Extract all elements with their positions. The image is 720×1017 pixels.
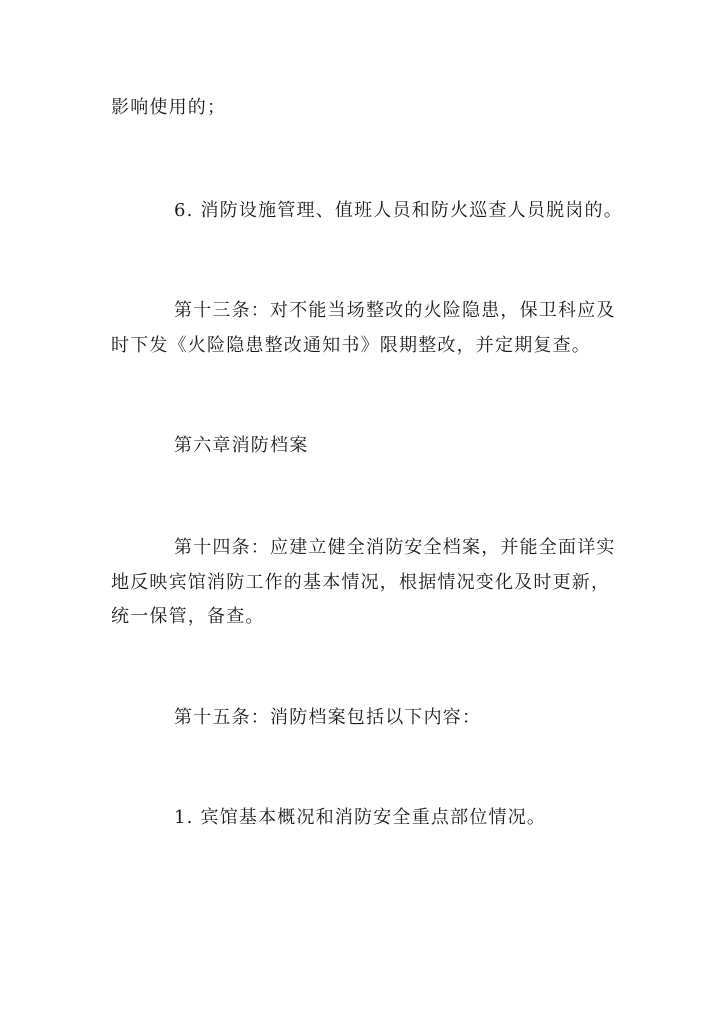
article-13-line-1: 第十三条：对不能当场整改的火险隐患，保卫科应及 bbox=[174, 300, 616, 321]
article-14-line-3: 统一保管，备查。 bbox=[111, 606, 265, 627]
chapter-6-heading: 第六章消防档案 bbox=[174, 435, 309, 456]
article-14-line-1: 第十四条：应建立健全消防安全档案，并能全面详实 bbox=[174, 537, 616, 558]
article-13-line-2: 时下发《火险隐患整改通知书》限期整改，并定期复查。 bbox=[111, 335, 591, 356]
list-item-6: 6. 消防设施管理、值班人员和防火巡查人员脱岗的。 bbox=[174, 200, 623, 221]
article-14-line-2: 地反映宾馆消防工作的基本情况，根据情况变化及时更新， bbox=[111, 572, 611, 593]
list-item-1: 1. 宾馆基本概况和消防安全重点部位情况。 bbox=[174, 807, 547, 828]
text-line-continuation: 影响使用的； bbox=[111, 97, 227, 118]
article-15-line-1: 第十五条：消防档案包括以下内容： bbox=[174, 707, 482, 728]
